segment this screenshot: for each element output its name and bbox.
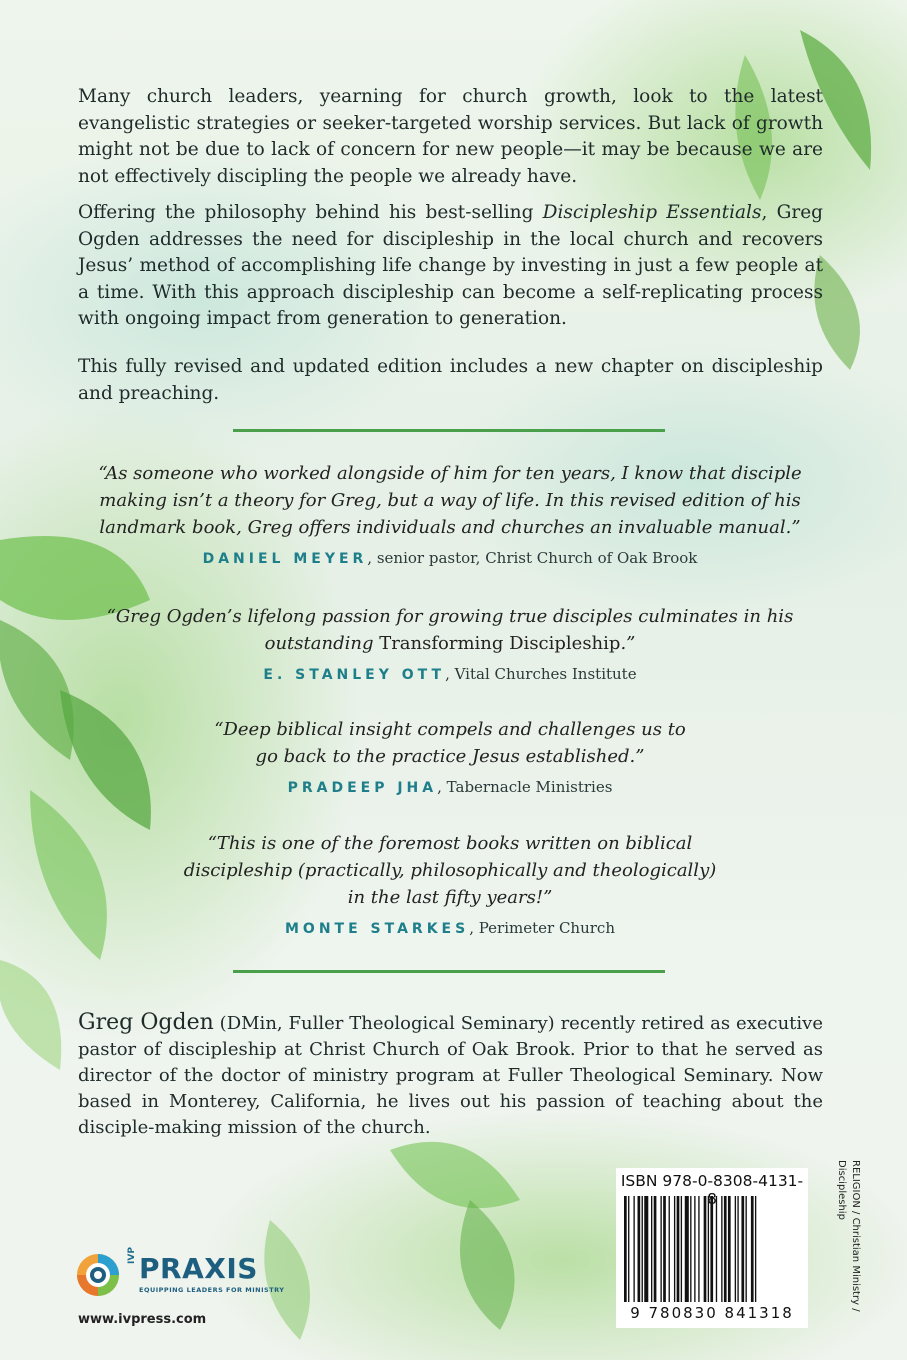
author-bio xyxy=(78,1010,823,1141)
endorser-affiliation: senior pastor, Christ Church of Oak Brook xyxy=(376,549,698,567)
barcode-bar xyxy=(644,1196,648,1302)
publisher-logo xyxy=(75,1247,305,1310)
quote-text: “Greg Ogden’s lifelong passion for growing true disciples culminates in his outstanding xyxy=(106,606,794,654)
book-title-reference: Transforming Discipleship xyxy=(379,633,621,654)
quote-text: .” xyxy=(620,633,636,654)
description-paragraph-2 xyxy=(78,200,823,333)
description-paragraph-3: This fully revised and updated edition includes a new chapter on discipleship and preaching. xyxy=(78,356,823,404)
description-text: Offering the philosophy behind his best-selling xyxy=(78,202,543,223)
barcode-bar xyxy=(677,1196,680,1302)
endorsement-attribution xyxy=(90,778,810,796)
publisher-website-link[interactable]: www.ivpress.com xyxy=(78,1312,207,1327)
endorser-affiliation: Vital Churches Institute xyxy=(454,665,637,683)
category-label: RELIGION / Christian Ministry / Discipleship xyxy=(836,1160,861,1312)
barcode-bar xyxy=(755,1196,756,1302)
barcode-bar xyxy=(638,1196,641,1302)
barcode-bar xyxy=(669,1196,670,1302)
barcode-box xyxy=(616,1168,808,1328)
barcode-bar xyxy=(633,1196,634,1302)
endorsement-quote: “Deep biblical insight compels and challenges us to go back to the practice Jesus established.” xyxy=(214,719,686,767)
attribution-comma: , xyxy=(367,549,377,567)
endorsement-quote: “As someone who worked alongside of him for ten years, I know that disciple making isn’t a theory for Greg, but a way of life. In this revised edition of his landmark book, Greg offers individuals and churches an invaluable manual.” xyxy=(98,463,802,538)
endorsement-3 xyxy=(90,716,810,796)
endorsement-quote: “This is one of the foremost books written on biblical discipleship (practically, philosophically and theologically) in the last fifty years!” xyxy=(183,833,717,908)
description-paragraph-1: Many church leaders, yearning for church growth, look to the latest evangelistic strategies or seeker-targeted worship services. But lack of growth might not be due to lack of concern for new people—it may be because we are not effectively discipling the people we already have. xyxy=(78,86,823,187)
barcode-icon xyxy=(624,1196,800,1302)
endorsement-attribution xyxy=(90,919,810,937)
barcode-bar xyxy=(685,1196,689,1302)
divider-bottom xyxy=(233,970,665,973)
barcode-bar xyxy=(724,1196,727,1302)
book-title-reference: Discipleship Essentials xyxy=(542,202,762,223)
author-name: Greg Ogden xyxy=(78,1010,214,1035)
barcode-bar xyxy=(698,1196,699,1302)
endorsement-1 xyxy=(90,460,810,567)
barcode-bar xyxy=(716,1196,717,1302)
endorser-affiliation: Tabernacle Ministries xyxy=(446,778,613,796)
barcode-bar xyxy=(710,1196,713,1302)
publisher-tagline: EQUIPPING LEADERS FOR MINISTRY xyxy=(139,1286,285,1294)
isbn-label: ISBN 978-0-8308-4131- xyxy=(620,1172,804,1190)
imprint-label: IVP xyxy=(127,1247,137,1264)
barcode-bar xyxy=(708,1196,709,1302)
barcode-bar xyxy=(690,1196,691,1302)
endorser-name: DANIEL MEYER xyxy=(202,551,368,567)
barcode-bar xyxy=(735,1196,736,1302)
barcode-bar xyxy=(660,1196,661,1302)
barcode-bar xyxy=(737,1196,738,1302)
barcode-bar xyxy=(694,1196,695,1302)
barcode-bar xyxy=(721,1196,722,1302)
barcode-bar xyxy=(628,1196,629,1302)
endorsement-quote xyxy=(90,603,810,657)
barcode-bar xyxy=(654,1196,657,1302)
endorsement-attribution xyxy=(90,665,810,683)
barcode-bar xyxy=(704,1196,707,1302)
endorsement-4 xyxy=(90,830,810,937)
barcode-bar xyxy=(674,1196,675,1302)
attribution-comma: , xyxy=(437,778,447,796)
endorser-name: E. STANLEY OTT xyxy=(263,667,446,683)
publisher-name: PRAXIS xyxy=(139,1252,258,1285)
endorsement-2 xyxy=(90,603,810,683)
endorser-affiliation: Perimeter Church xyxy=(478,919,615,937)
barcode-bar xyxy=(624,1196,627,1302)
barcode-bar xyxy=(741,1196,744,1302)
barcode-bar xyxy=(746,1196,747,1302)
barcode-number: 9 780830 841318 xyxy=(630,1304,794,1322)
attribution-comma: , xyxy=(469,919,479,937)
divider-top xyxy=(233,429,665,432)
description-text: , Greg Ogden addresses the need for discipleship in the local church and recovers Jesus’ method of accomplishing life change by investing in just a few people at a time. With this approach discipleship can become a self-replicating process with ongoing impact from generation to generation. xyxy=(78,202,823,329)
barcode-bar xyxy=(663,1196,666,1302)
attribution-comma: , xyxy=(445,665,455,683)
praxis-logo-icon xyxy=(75,1252,121,1298)
endorsement-attribution xyxy=(90,549,810,567)
barcode-bar xyxy=(751,1196,754,1302)
author-bio-text: (DMin, Fuller Theological Seminary) recently retired as executive pastor of discipleship at Christ Church of Oak Brook. Prior to that he served as director of the doctor of ministry program at Fuller Theological Seminary. Now based in Monterey, California, he lives out his passion of teaching about the disciple-making mission of the church. xyxy=(78,1013,823,1138)
endorser-name: PRADEEP JHA xyxy=(287,780,438,796)
barcode-bar xyxy=(642,1196,643,1302)
barcode-bar xyxy=(651,1196,652,1302)
barcode-bar xyxy=(728,1196,731,1302)
endorser-name: MONTE STARKES xyxy=(285,921,470,937)
barcode-bar xyxy=(681,1196,682,1302)
